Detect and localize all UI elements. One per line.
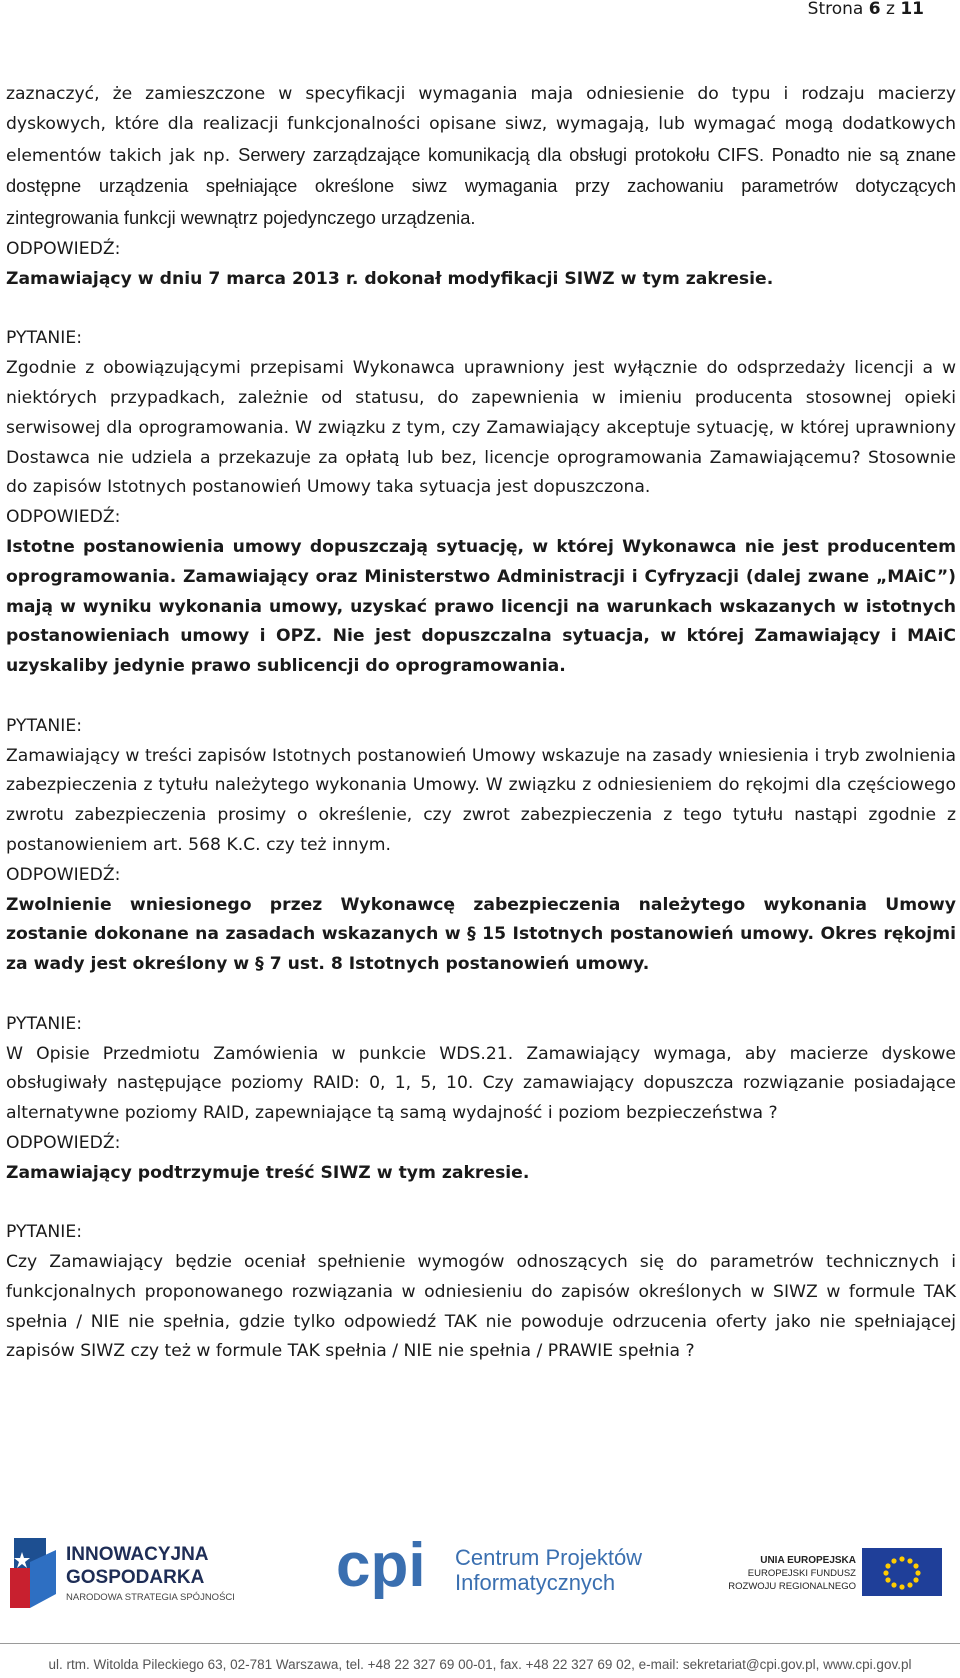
answer-text: Zamawiający w dniu 7 marca 2013 r. dokonał modyfikacji SIWZ w tym zakresie. [6,268,774,289]
question-label: PYTANIE: [6,1222,82,1243]
svg-text:UNIA EUROPEJSKA: UNIA EUROPEJSKA [760,1555,856,1566]
answer-label: ODPOWIEDŹ: [6,507,121,528]
svg-text:GOSPODARKA: GOSPODARKA [66,1567,205,1588]
answer-text: Istotne postanowienia umowy dopuszczają sytuację, w której Wykonawca nie jest producentem oprogramowania. Zamawiający oraz Ministerstwo Administracji i Cyfryzacji (dalej zwane „MAiC”) mają w wyniku wykonania umowy, uzyskać prawo licencji na warunkach wskazanych w istotnych postanowieniach umowy i OPZ. Nie jest dopuszczalna sytuacja, w której Zamawiający i MAiC uzyskaliby jedynie prawo sublicencji do oprogramowania. [6,536,956,677]
logos-graphic [0,1534,960,1614]
answer-label: ODPOWIEDŹ: [6,1132,121,1153]
question-label: PYTANIE: [6,328,82,349]
eu-logo [728,1548,942,1596]
svg-text:cpi: cpi [336,1534,426,1600]
answer-label: ODPOWIEDŹ: [6,238,121,259]
intro-text: zaznaczyć, że zamieszczone w specyfikacji wymagania maja odniesienie do typu i rodzaju macierzy dyskowych, które dla realizacji funkcjonalności opisane siwz, wymagają, lub wymagać mogą dodatkowych elementów takich jak np. Serwery zarządzające komunikacją dla obsługi protokołu CIFS. Ponadto nie są znane dostępne urządzenia spełniające określone siwz wymagania przy zachowaniu parametrów dotyczących zintegrowania funkcji wewnątrz pojedynczego urządzenia. [6,84,956,229]
answer-text: Zamawiający podtrzymuje treść SIWZ w tym zakresie. [6,1162,530,1183]
question-label: PYTANIE: [6,1013,82,1034]
footer-logos [0,1534,960,1614]
footer-address: ul. rtm. Witolda Pileckiego 63, 02-781 Warszawa, tel. +48 22 327 69 00-01, fax. +48 22 327 69 02, e-mail: sekretariat@cpi.gov.pl, www.cpi.gov.pl [48,1657,912,1672]
answer-label: ODPOWIEDŹ: [6,864,121,885]
question-text: Zamawiający w treści zapisów Istotnych postanowień Umowy wskazuje na zasady wniesienia i tryb zwolnienia zabezpieczenia z tytułu należytego wykonania Umowy. W związku z odniesieniem do rękojmi dla częściowego zwrotu zabezpieczenia prosimy o określenie, czy zwrot zabezpieczenia z tego tytułu nastąpi zgodnie z postanowieniem art. 568 K.C. czy też innym. [6,745,956,855]
footer-divider [0,1643,960,1644]
svg-text:NARODOWA STRATEGIA SPÓJNOŚCI: NARODOWA STRATEGIA SPÓJNOŚCI [66,1592,235,1603]
document-body [6,80,956,1367]
question-label: PYTANIE: [6,715,82,736]
svg-text:EUROPEJSKI FUNDUSZ: EUROPEJSKI FUNDUSZ [747,1568,856,1579]
cpi-logo [336,1534,642,1600]
svg-text:Centrum Projektów: Centrum Projektów [455,1545,643,1570]
question-text: W Opisie Przedmiotu Zamówienia w punkcie WDS.21. Zamawiający wymaga, aby macierze dyskowe obsługiwały następujące poziomy RAID: 0, 1, 5, 10. Czy zamawiający dopuszcza rozwiązanie posiadające alternatywne poziomy RAID, zapewniające tą samą wydajność i poziom bezpieczeństwa ? [6,1043,956,1124]
svg-text:ROZWOJU REGIONALNEGO: ROZWOJU REGIONALNEGO [728,1581,856,1592]
page-number: Strona 6 z 11 [807,0,924,19]
svg-text:INNOWACYJNA: INNOWACYJNA [66,1544,209,1565]
answer-text: Zwolnienie wniesionego przez Wykonawcę zabezpieczenia należytego wykonania Umowy zostanie dokonane na zasadach wskazanych w § 15 Istotnych postanowień umowy. Okres rękojmi za wady jest określony w § 7 ust. 8 Istotnych postanowień umowy. [6,894,956,975]
question-text: Zgodnie z obowiązującymi przepisami Wykonawca uprawniony jest wyłącznie do odsprzedaży licencji a w niektórych przypadkach, zależnie od statusu, do zapewnienia w imieniu producenta stosownej opieki serwisowej dla oprogramowania. W związku z tym, czy Zamawiający akceptuje sytuację, w której uprawniony Dostawca nie udziela a przekazuje za opłatą lub bez, licencje oprogramowania Zamawiającemu? Stosownie do zapisów Istotnych postanowień Umowy taka sytuacja jest dopuszczona. [6,358,956,498]
question-text: Czy Zamawiający będzie oceniał spełnienie wymogów odnoszących się do parametrów technicznych i funkcjonalnych proponowanego rozwiązania w odniesieniu do zapisów określonych w SIWZ w formule TAK spełnia / NIE nie spełnia, gdzie tylko odpowiedź TAK nie powoduje odrzucenia oferty jako nie spełniającej zapisów SIWZ czy też w formule TAK spełnia / NIE nie spełnia / PRAWIE spełnia ? [6,1252,956,1362]
innowacyjna-gospodarka-logo [10,1538,235,1608]
svg-text:Informatycznych: Informatycznych [455,1570,616,1595]
